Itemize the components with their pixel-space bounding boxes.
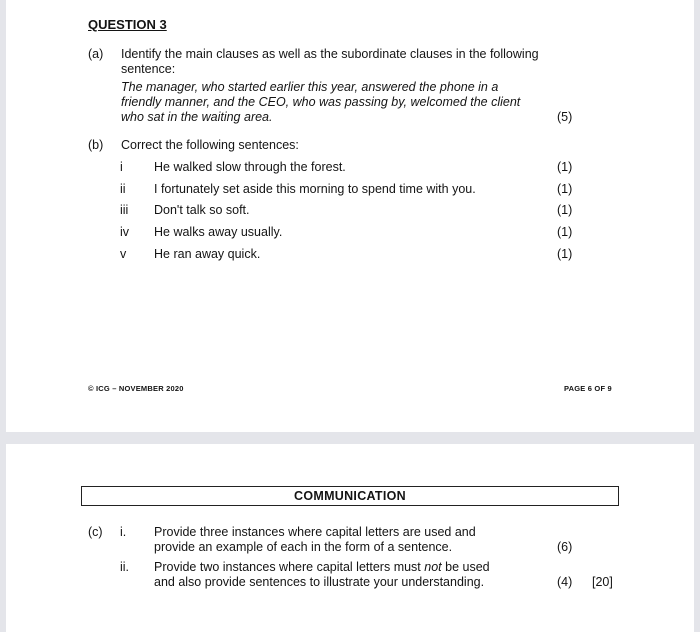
part-c-item-line-1: [154, 560, 490, 575]
part-a-marks: (5): [557, 110, 573, 124]
part-a-sentence-line-1: The manager, who started earlier this year, answered the phone in a: [121, 80, 499, 94]
part-c-item-marks: (6): [557, 540, 573, 554]
part-c-item-line-2: provide an example of each in the form of a sentence.: [154, 540, 453, 554]
footer-page-number: PAGE 6 OF 9: [564, 384, 612, 393]
part-c-item-line-1: Provide three instances where capital letters are used and: [154, 525, 476, 539]
part-b-item-text: He ran away quick.: [154, 247, 261, 261]
part-a-instruction-line-2: sentence:: [121, 62, 176, 76]
part-a-label: (a): [88, 47, 104, 61]
part-b-item-number: ii: [120, 182, 126, 196]
part-b-item-marks: (1): [557, 203, 573, 217]
part-c-item-line-2: and also provide sentences to illustrate your understanding.: [154, 575, 485, 589]
part-b-item-text: He walks away usually.: [154, 225, 283, 239]
part-b-item-number: v: [120, 247, 127, 261]
question-heading: QUESTION 3: [88, 17, 167, 32]
section-title: COMMUNICATION: [294, 489, 406, 503]
part-c-label: (c): [88, 525, 103, 539]
part-a-instruction-line-1: Identify the main clauses as well as the subordinate clauses in the following: [121, 47, 539, 61]
part-b-item-marks: (1): [557, 182, 573, 196]
part-b-item-number: i: [120, 160, 123, 174]
emphasis-not: not: [424, 560, 442, 574]
line-text-before: Provide two instances where capital letters must: [154, 560, 425, 574]
part-b-item-number: iv: [120, 225, 130, 239]
part-b-item-number: iii: [120, 203, 129, 217]
line-text-after: be used: [441, 560, 490, 574]
part-b-item-text: Don't talk so soft.: [154, 203, 250, 217]
part-b-item-marks: (1): [557, 160, 573, 174]
part-b-item-marks: (1): [557, 225, 573, 239]
exam-page-7: [6, 444, 694, 632]
part-a-sentence-line-3: who sat in the waiting area.: [121, 110, 273, 124]
section-title-box: [81, 486, 619, 506]
question-total-marks: [20]: [592, 575, 613, 589]
part-b-item-marks: (1): [557, 247, 573, 261]
part-c-item-number: ii.: [120, 560, 130, 574]
part-b-label: (b): [88, 138, 104, 152]
part-a-sentence-line-2: friendly manner, and the CEO, who was passing by, welcomed the client: [121, 95, 521, 109]
footer-copyright: © ICG – NOVEMBER 2020: [88, 384, 184, 393]
part-c-item-number: i.: [120, 525, 127, 539]
exam-page-6: [6, 0, 694, 432]
part-b-item-text: He walked slow through the forest.: [154, 160, 346, 174]
part-b-instruction: Correct the following sentences:: [121, 138, 299, 152]
part-c-item-marks: (4): [557, 575, 573, 589]
part-b-item-text: I fortunately set aside this morning to spend time with you.: [154, 182, 476, 196]
